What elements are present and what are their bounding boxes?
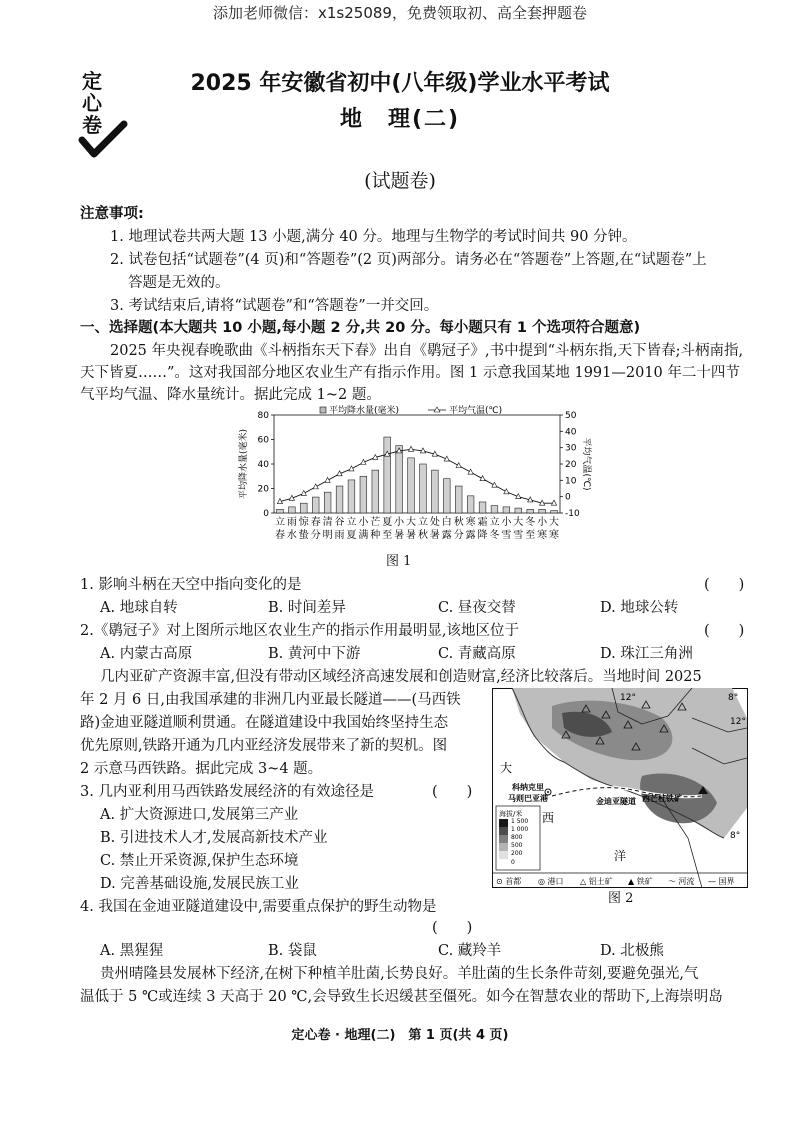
q4-option-c: C. 藏羚羊 [438,943,502,959]
category-label-bottom: 分 [453,530,464,541]
q4-option-d: D. 北极熊 [600,943,664,959]
legend-temp-marker [434,407,440,412]
legend-level-1: 1 500 [511,818,529,825]
intro-line-3: 气平均气温、降水量统计。据此完成 1~2 题。 [80,387,381,403]
category-label-bottom: 暑 [406,530,417,541]
category-label-top: 立 [346,517,357,528]
legend-swatch-precip [320,407,326,413]
notice-item-2-cont: 答题是无效的。 [128,275,230,291]
right-axis-tick-label: 30 [565,443,577,454]
q3-option-b: B. 引进技术人才,发展高新技术产业 [100,830,328,846]
precip-bar [539,509,546,513]
precip-bar [408,458,415,513]
figure2-map [492,688,748,888]
category-label-top: 春 [310,517,321,528]
precip-bar [336,486,343,513]
category-label-top: 立 [274,517,285,528]
legend-swatch-5 [499,851,508,859]
q3-answer-paren: ( ) [432,784,473,800]
right-axis-tick-label: 50 [565,411,577,421]
legend-level-3: 800 [511,834,523,841]
map-legend-iron: ▲ 铁矿 [628,877,653,886]
q3-option-d: D. 完善基础设施,发展民族工业 [100,876,299,892]
precip-bar [455,486,462,513]
notice-item-1: 1. 地理试卷共两大题 13 小题,满分 40 分。地理与生物学的考试时间共 90 分钟。 [110,229,637,245]
category-label-bottom: 至 [382,530,393,541]
passage2-line-4: 优先原则,铁路开通为几内亚经济发展带来了新的契机。图 [80,738,448,754]
category-label-top: 小 [394,517,405,528]
category-label-top: 大 [406,517,417,528]
right-axis-title: 平均气温(℃) [581,437,591,491]
legend-swatch-1 [499,819,508,827]
precip-bar [515,508,522,513]
right-axis-tick-label: 10 [565,476,577,487]
legend-swatch-4 [499,843,508,851]
map-lat-top: 12° [620,693,636,703]
map-sea-1: 大 [500,761,513,775]
left-axis-tick-label: 0 [263,509,269,519]
passage2-line-1: 几内亚矿产资源丰富,但没有带动区域经济高速发展和创造财富,经济比较落后。当地时间 2025 [100,669,702,685]
category-label-top: 大 [513,517,524,528]
category-label-top: 小 [501,517,512,528]
precip-bar [432,470,439,513]
left-axis-tick-label: 80 [257,411,269,421]
elevation-legend-title: 海拔/米 [499,810,523,818]
paper-type: (试题卷) [364,170,436,192]
category-label-bottom: 至 [525,530,536,541]
right-axis-tick-label: 0 [565,492,571,503]
figure1-chart [232,405,592,550]
q2-option-c: C. 青藏高原 [438,646,516,662]
map-lat-right-2: 8° [730,831,741,841]
map-legend-bauxite: △ 铝土矿 [580,877,613,886]
temperature-point [551,500,556,505]
right-axis-tick-label: 20 [565,460,577,470]
q1-option-b: B. 时间差异 [268,600,346,616]
category-label-top: 惊 [298,517,309,528]
left-axis-tick-label: 60 [257,435,269,446]
figure1-caption: 图 1 [386,554,412,569]
exam-title: 2025 年安徽省初中(八年级)学业水平考试 [190,71,610,96]
category-label-bottom: 暑 [429,530,440,541]
q1-stem: 1. 影响斗柄在天空中指向变化的是 [80,577,302,593]
figure2-caption: 图 2 [608,891,634,906]
category-label-bottom: 分 [310,530,321,541]
precip-bar [312,497,319,513]
map-city-conakry: 科纳克里 [512,783,544,792]
legend-label-temp: 平均气温(℃) [449,406,503,416]
section1-heading: 一、选择题(本大题共 10 小题,每小题 2 分,共 20 分。每小题只有 1 个选项符合题意) [80,320,641,336]
category-label-bottom: 秋 [417,530,428,541]
q2-option-d: D. 珠江三角洲 [600,646,693,662]
category-label-top: 小 [537,517,548,528]
passage2-line-5: 2 示意马西铁路。据此完成 3~4 题。 [80,761,323,777]
precip-bar [467,496,474,513]
precip-bar [420,464,427,513]
q2-answer-paren: ( ) [704,623,745,639]
precip-bar [372,470,379,513]
map-sea-3: 洋 [614,849,627,863]
category-label-top: 清 [322,517,333,528]
q1-option-d: D. 地球公转 [600,600,679,616]
map-legend-capital: ⊙ 首都 [496,877,522,886]
category-label-top: 立 [489,517,500,528]
q4-answer-paren: ( ) [432,920,473,936]
category-label-top: 霜 [477,517,488,528]
category-label-top: 夏 [382,517,393,528]
category-label-top: 小 [358,517,369,528]
precip-bar [551,511,558,513]
precip-bar [384,437,391,513]
category-label-bottom: 满 [358,530,369,541]
left-axis-tick-label: 40 [257,460,269,470]
map-port: 马则巴亚港 [508,794,548,803]
category-label-top: 处 [429,517,440,528]
category-label-bottom: 春 [274,530,285,541]
legend-level-2: 1 000 [511,826,529,833]
q1-option-c: C. 昼夜交替 [438,600,516,616]
map-legend-river: 〜 河流 [668,877,695,886]
notice-item-3: 3. 考试结束后,请将“试题卷”和“答题卷”一并交回。 [110,298,439,314]
category-label-bottom: 蛰 [298,530,309,541]
precip-bar [277,509,284,513]
category-label-bottom: 明 [322,530,333,541]
q3-option-a: A. 扩大资源进口,发展第三产业 [100,807,299,823]
precip-bar [443,479,450,513]
passage3-line-1: 贵州晴隆县发展林下经济,在树下种植羊肚菌,长势良好。羊肚菌的生长条件苛刻,要避免强光,气 [100,966,699,982]
stamp-char-3: 卷 [82,113,102,137]
category-label-bottom: 水 [286,530,297,541]
map-legend-port: ◎ 港口 [538,877,564,886]
passage2-line-2: 年 2 月 6 日,由我国承建的非洲几内亚最长隧道——(马西铁 [80,692,461,708]
category-label-bottom: 雪 [513,530,524,541]
temperature-point [408,446,413,451]
precip-bar [324,492,331,513]
legend-level-5: 200 [511,850,523,857]
precip-bar [300,503,307,513]
passage2-line-3: 路)金迪亚隧道顺利贯通。在隧道建设中我国始终坚持生态 [80,715,449,731]
category-label-bottom: 露 [465,530,476,541]
q1-option-a: A. 地球自转 [100,600,178,616]
precip-bar [289,507,296,513]
category-label-top: 大 [549,517,560,528]
stamp-char-2: 心 [82,91,102,115]
category-label-bottom: 雪 [501,530,512,541]
passage3-line-2: 温低于 5 ℃或连续 3 天高于 20 ℃,会导致生长迟缓甚至僵死。如今在智慧农业的帮助下,上海崇明岛 [80,989,723,1005]
notice-heading: 注意事项: [80,206,144,222]
page-footer: 定心卷 · 地理(二) 第 1 页(共 4 页) [291,1028,509,1043]
map-mine: 西芒杜铁矿 [642,794,682,803]
category-label-bottom: 冬 [489,530,500,541]
temperature-line [280,449,554,503]
precip-bar [396,446,403,513]
precip-bar [360,476,367,513]
precip-bar [491,506,498,513]
map-tunnel: 金迪亚隧道 [596,797,636,806]
precip-bar [479,502,486,513]
category-label-top: 冬 [525,517,536,528]
category-label-top: 芒 [370,517,381,528]
map-lat-right: 12° [730,717,746,727]
precip-bar [348,480,355,513]
category-label-bottom: 寒 [549,530,560,541]
capital-mark-dot [547,791,549,793]
legend-label-precip: 平均降水量(毫米) [329,406,400,416]
category-label-top: 寒 [465,517,476,528]
stamp-char-1: 定 [82,69,102,93]
q1-answer-paren: ( ) [704,577,745,593]
category-label-top: 谷 [334,517,345,528]
legend-level-4: 500 [511,842,523,849]
q3-stem: 3. 几内亚利用马西铁路发展经济的有效途径是 [80,784,374,800]
intro-line-2: 天下皆夏……”。这对我国部分地区农业生产有指示作用。图 1 示意我国某地 1991—2010 年二十四节 [80,365,740,381]
legend-swatch-2 [499,827,508,835]
category-label-top: 立 [417,517,428,528]
right-axis-tick-label: 40 [565,427,577,438]
category-label-bottom: 雨 [334,530,345,541]
exam-subject: 地 理(二) [339,107,461,132]
q2-stem: 2.《鹖冠子》对上图所示地区农业生产的指示作用最明显,该地区位于 [80,623,519,639]
category-label-bottom: 降 [477,530,488,541]
map-sea-2: 西 [542,811,555,825]
watermark-note: 添加老师微信：x1s25089，免费领取初、高全套押题卷 [213,4,587,22]
category-label-bottom: 露 [441,530,452,541]
precip-bar [503,507,510,513]
category-label-top: 白 [441,517,452,528]
category-label-top: 秋 [453,517,464,528]
q4-option-b: B. 袋鼠 [268,943,317,959]
category-label-bottom: 暑 [394,530,405,541]
category-label-bottom: 寒 [537,530,548,541]
legend-swatch-3 [499,835,508,843]
left-axis-title: 平均降水量(毫米) [239,428,249,500]
category-label-bottom: 夏 [346,530,357,541]
left-axis-tick-label: 20 [257,484,269,495]
q4-option-a: A. 黑猩猩 [100,943,164,959]
q2-option-b: B. 黄河中下游 [268,646,361,662]
notice-item-2: 2. 试卷包括“试题卷”(4 页)和“答题卷”(2 页)两部分。请务必在“答题卷”上答题,在“试题卷”上 [110,252,707,268]
q4-stem: 4. 我国在金迪亚隧道建设中,需要重点保护的野生动物是 [80,899,437,915]
category-label-top: 雨 [286,517,297,528]
intro-line-1: 2025 年央视春晚歌曲《斗柄指东天下春》出自《鹖冠子》,书中提到“斗柄东指,天下皆春;斗柄南指, [110,343,744,359]
category-label-bottom: 种 [370,530,381,541]
map-lon-right: 8° [728,693,739,703]
right-axis-tick-label: -10 [565,509,580,519]
map-legend-border: — 国界 [708,877,735,886]
precip-bar [527,509,534,513]
q2-option-a: A. 内蒙古高原 [100,646,193,662]
q3-option-c: C. 禁止开采资源,保护生态环境 [100,853,299,869]
legend-level-6: 0 [511,859,515,866]
